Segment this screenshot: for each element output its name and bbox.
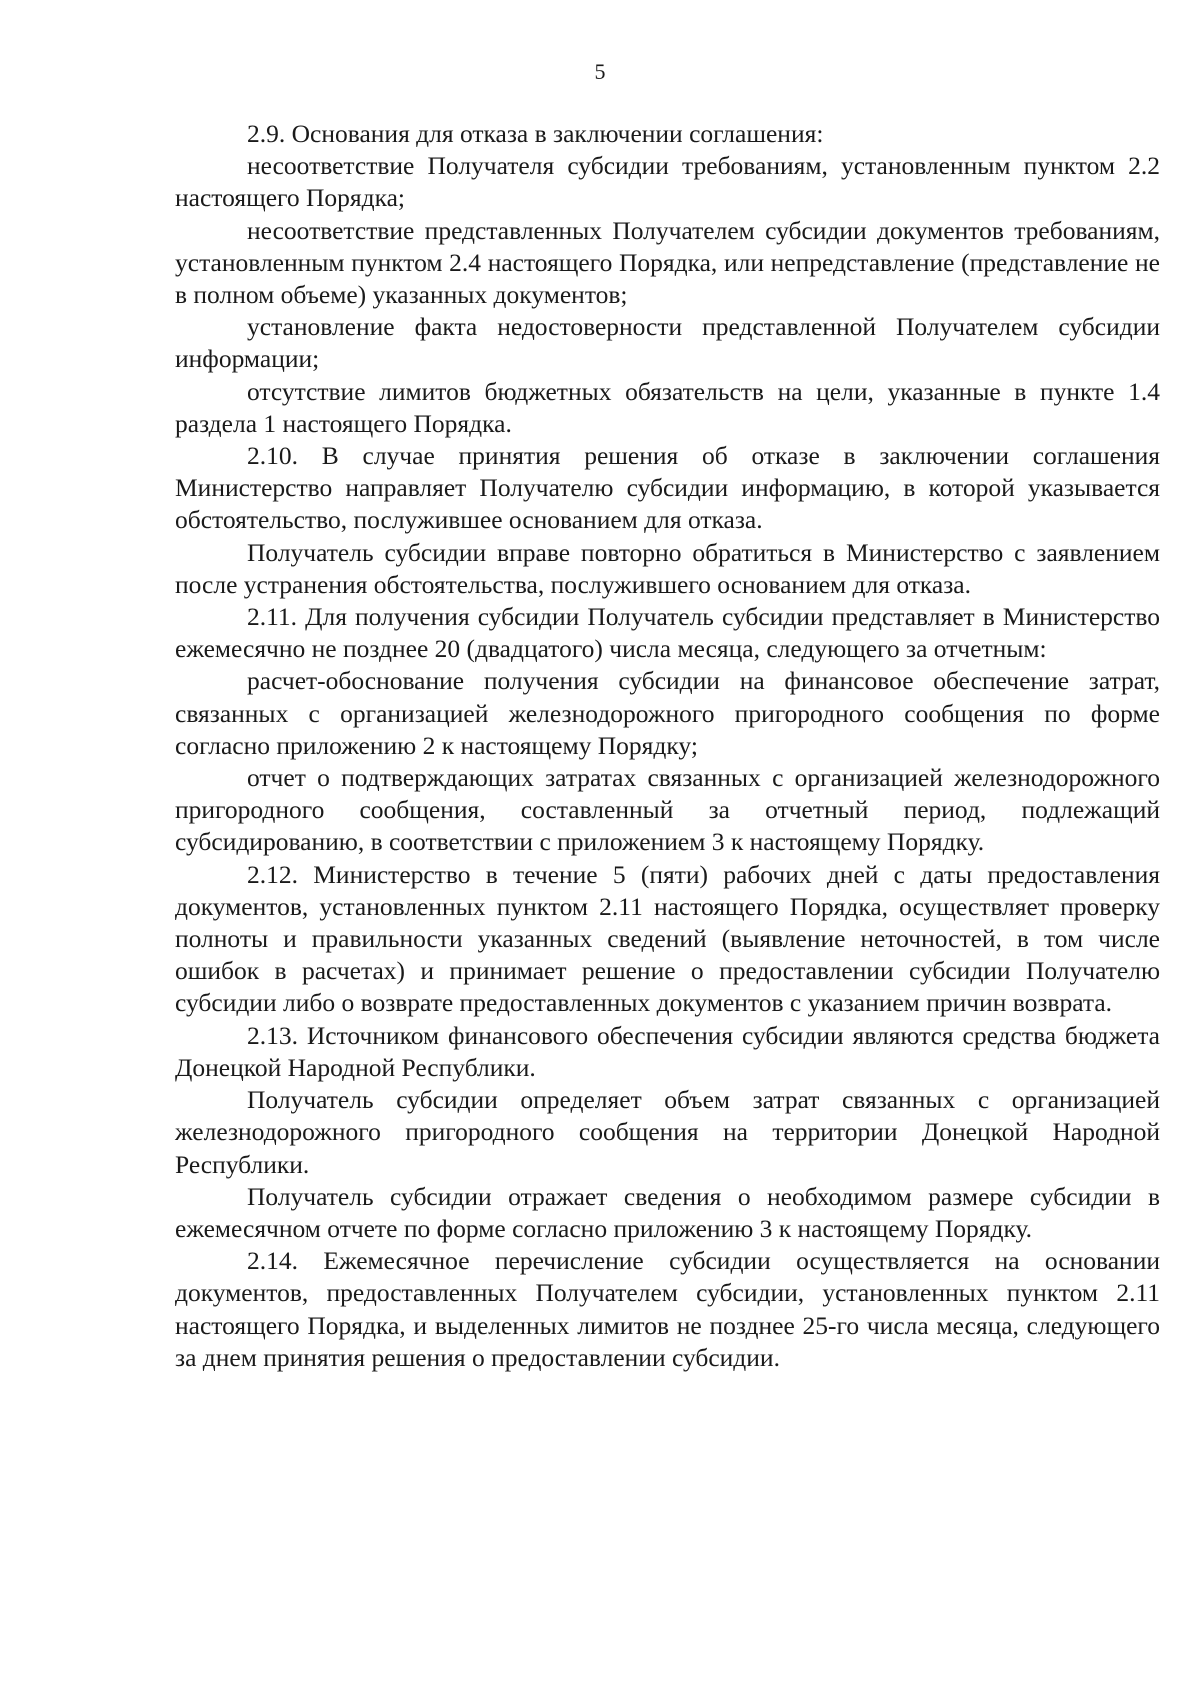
paragraph-2-9-item-1: несоответствие Получателя субсидии требованиям, установленным пунктом 2.2 настоящего Порядка;	[175, 151, 1160, 213]
paragraph-2-11: 2.11. Для получения субсидии Получатель субсидии представляет в Министерство ежемесячно не позднее 20 (двадцатого) числа месяца, следующего за отчетным:	[175, 602, 1160, 664]
page-number: 5	[594, 59, 606, 84]
paragraph-2-11-item-2: отчет о подтверждающих затратах связанных с организацией железнодорожного пригородного сообщения, составленный за отчетный период, подлежащий субсидированию, в соответствии с приложением 3 к настоящему Порядку.	[175, 763, 1160, 857]
paragraph-2-9-item-3: установление факта недостоверности представленной Получателем субсидии информации;	[175, 312, 1160, 374]
paragraph-2-13-cont-1: Получатель субсидии определяет объем затрат связанных с организацией железнодорожного пригородного сообщения на территории Донецкой Народной Республики.	[175, 1085, 1160, 1179]
paragraph-2-9-item-2: несоответствие представленных Получателем субсидии документов требованиям, установленным пунктом 2.4 настоящего Порядка, или непредставление (представление не в полном объеме) указанных документов;	[175, 215, 1160, 310]
paragraph-2-10-cont: Получатель субсидии вправе повторно обратиться в Министерство с заявлением после устранения обстоятельства, послужившего основанием для отказа.	[175, 537, 1160, 599]
document-body	[175, 118, 1160, 1374]
paragraph-2-13-cont-2: Получатель субсидии отражает сведения о необходимом размере субсидии в ежемесячном отчете по форме согласно приложению 3 к настоящему Порядку.	[175, 1181, 1160, 1243]
paragraph-2-10: 2.10. В случае принятия решения об отказе в заключении соглашения Министерство направляет Получателю субсидии информацию, в которой указывается обстоятельство, послужившее основанием для отказа.	[175, 441, 1160, 535]
paragraph-2-11-item-1: расчет-обоснование получения субсидии на финансовое обеспечение затрат, связанных с организацией железнодорожного пригородного сообщения по форме согласно приложению 2 к настоящему Порядку;	[175, 666, 1160, 760]
paragraph-2-14: 2.14. Ежемесячное перечисление субсидии осуществляется на основании документов, предоставленных Получателем субсидии, установленных пунктом 2.11 настоящего Порядка, и выделенных лимитов не позднее 25-го числа месяца, следующего за днем принятия решения о предоставлении субсидии.	[175, 1246, 1160, 1372]
paragraph-2-12: 2.12. Министерство в течение 5 (пяти) рабочих дней с даты предоставления документов, установленных пунктом 2.11 настоящего Порядка, осуществляет проверку полноты и правильности указанных сведений (выявление неточностей, в том числе ошибок в расчетах) и принимает решение о предоставлении субсидии Получателю субсидии либо о возврате предоставленных документов с указанием причин возврата.	[175, 859, 1160, 1018]
paragraph-2-9-item-4: отсутствие лимитов бюджетных обязательств на цели, указанные в пункте 1.4 раздела 1 настоящего Порядка.	[175, 376, 1160, 438]
paragraph-2-9: 2.9. Основания для отказа в заключении соглашения:	[247, 119, 824, 148]
paragraph-2-13: 2.13. Источником финансового обеспечения субсидии являются средства бюджета Донецкой Народной Республики.	[175, 1020, 1160, 1082]
